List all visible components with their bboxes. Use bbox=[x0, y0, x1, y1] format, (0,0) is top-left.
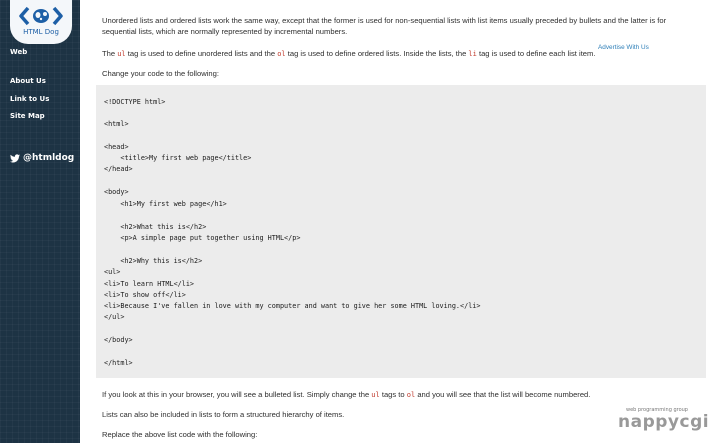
code-line: <html> bbox=[104, 120, 129, 128]
sidebar-item-link-to-us[interactable]: Link to Us bbox=[10, 95, 50, 103]
code-line: <body> bbox=[104, 188, 129, 196]
twitter-link[interactable] bbox=[10, 153, 74, 163]
inline-code-ol: ol bbox=[406, 391, 416, 399]
code-line: <p>A simple page put together using HTML</p> bbox=[104, 234, 301, 242]
browser-paragraph bbox=[102, 389, 702, 401]
inline-code-ol: ol bbox=[277, 50, 286, 58]
text-span: and you will see that the list will become numbered. bbox=[415, 390, 591, 399]
badge-tagline: web programming group bbox=[626, 407, 688, 413]
code-line: <title>My first web page</title> bbox=[104, 154, 252, 162]
advertise-link[interactable]: Advertise With Us bbox=[598, 44, 649, 51]
text-span: The bbox=[102, 49, 118, 58]
code-line: <li>To learn HTML</li> bbox=[104, 280, 195, 288]
sidebar-item-site-map[interactable]: Site Map bbox=[10, 112, 45, 120]
inline-code-ul: ul bbox=[117, 50, 126, 58]
text-span: tag is used to define unordered lists and the bbox=[125, 49, 278, 58]
nested-lists-paragraph: Lists can also be included in lists to form a structured hierarchy of items. bbox=[102, 410, 345, 419]
code-line: <!DOCTYPE html> bbox=[104, 98, 166, 106]
intro-paragraph: Unordered lists and ordered lists work the same way, except that the former is used for non-sequential lists with list items usually preceded by bullets and the latter is for sequential lists, which are normally represented by incremental numbers. bbox=[102, 16, 667, 36]
code-line: </ul> bbox=[104, 313, 125, 321]
badge-logo-text: nappycgi bbox=[618, 412, 710, 432]
code-line: </head> bbox=[104, 165, 133, 173]
code-line: </body> bbox=[104, 336, 133, 344]
logo-text: HTML Dog bbox=[23, 28, 59, 36]
code-line: <li>To show off</li> bbox=[104, 291, 186, 299]
sidebar-item-about-us[interactable]: About Us bbox=[10, 77, 46, 85]
html-dog-logo[interactable] bbox=[10, 0, 72, 44]
nappycgi-badge[interactable] bbox=[616, 407, 710, 437]
text-span: tag is used to define ordered lists. Inside the lists, the bbox=[285, 49, 469, 58]
code-line: <li>Because I've fallen in love with my computer and want to give her some HTML loving.</li> bbox=[104, 302, 481, 310]
twitter-icon bbox=[10, 154, 20, 163]
main-content bbox=[94, 0, 706, 443]
twitter-handle: @htmldog bbox=[23, 153, 75, 163]
code-line: <head> bbox=[104, 143, 129, 151]
inline-code-li: li bbox=[468, 50, 477, 58]
text-span: tag is used to define each list item. bbox=[476, 49, 596, 58]
code-line: <h1>My first web page</h1> bbox=[104, 200, 227, 208]
code-line: </html> bbox=[104, 359, 133, 367]
inline-code-ul: ul bbox=[371, 391, 380, 399]
sidebar-item-web[interactable]: Web bbox=[10, 48, 28, 56]
sidebar bbox=[0, 0, 80, 443]
code-line: <h2>What this is</h2> bbox=[104, 223, 207, 231]
code-line: <h2>Why this is</h2> bbox=[104, 257, 203, 265]
text-span: tags to bbox=[379, 390, 407, 399]
text-span: If you look at this in your browser, you will see a bulleted list. Simply change the bbox=[102, 390, 372, 399]
instruction-paragraph: Change your code to the following: bbox=[102, 69, 219, 78]
code-line: <ul> bbox=[104, 268, 121, 276]
dog-logo-icon bbox=[18, 5, 64, 27]
replace-paragraph: Replace the above list code with the following: bbox=[102, 430, 258, 439]
code-block bbox=[96, 85, 706, 378]
